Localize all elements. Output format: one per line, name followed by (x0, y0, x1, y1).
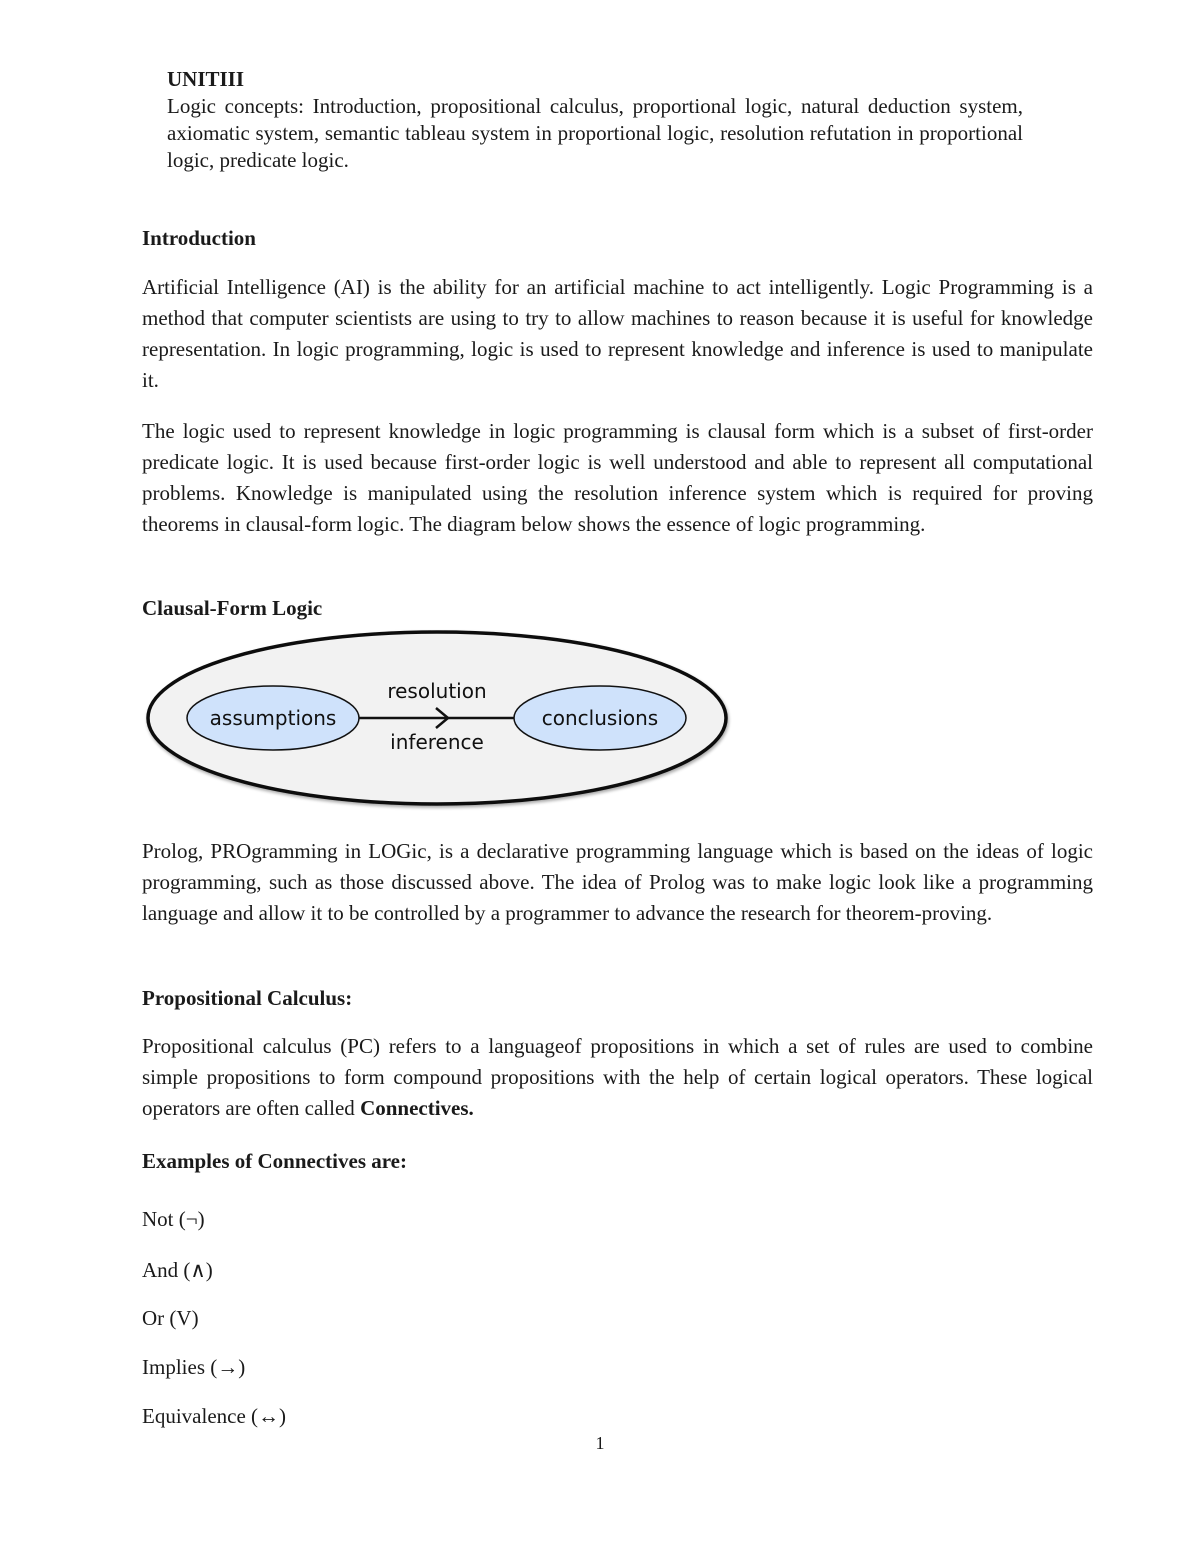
resolution-label: resolution (387, 679, 487, 703)
unit-title: UNITIII (167, 67, 245, 91)
connective-and: And (∧) (142, 1258, 213, 1282)
connectives-heading: Examples of Connectives are: (142, 1149, 407, 1173)
propositional-paragraph-text: Propositional calculus (PC) refers to a languageof propositions in which a set of rules are used to combine simple propositions to form compound propositions with the help of certain logical operators. These logical operators are often called (142, 1034, 1093, 1120)
connectives-term: Connectives. (360, 1096, 474, 1120)
connective-not: Not (¬) (142, 1207, 205, 1231)
page-number: 1 (595, 1433, 605, 1453)
inference-label: inference (390, 730, 484, 754)
prolog-paragraph: Prolog, PROgramming in LOGic, is a declarative programming language which is based on the ideas of logic programming, such as those discussed above. The idea of Prolog was to make logic look like a programming language and allow it to be controlled by a programmer to advance the research for theorem-proving. (142, 839, 1093, 925)
introduction-paragraph-1: Artificial Intelligence (AI) is the ability for an artificial machine to act intelligently. Logic Programming is a method that computer scientists are using to try to allow machines to reason because it is useful for knowledge representation. In logic programming, logic is used to represent knowledge and inference is used to manipulate it. (142, 275, 1093, 392)
propositional-calculus-heading: Propositional Calculus: (142, 986, 353, 1010)
connective-implies: Implies (→) (142, 1355, 246, 1379)
connective-equivalence: Equivalence (↔) (142, 1404, 287, 1428)
clausal-form-heading: Clausal-Form Logic (142, 596, 323, 620)
unit-header (167, 66, 1023, 174)
assumptions-label: assumptions (209, 706, 337, 730)
connective-or: Or (V) (142, 1306, 199, 1330)
unit-syllabus: Logic concepts: Introduction, propositional calculus, proportional logic, natural deduction system, axiomatic system, semantic tableau system in proportional logic, resolution refutation in proportional logic, predicate logic. (167, 94, 1023, 172)
propositional-calculus-paragraph (142, 1031, 1093, 1124)
conclusions-label: conclusions (541, 706, 659, 730)
introduction-paragraph-2: The logic used to represent knowledge in logic programming is clausal form which is a subset of first-order predicate logic. It is used because first-order logic is well understood and able to represent all computational problems. Knowledge is manipulated using the resolution inference system which is required for proving theorems in clausal-form logic. The diagram below shows the essence of logic programming. (142, 419, 1093, 536)
logic-programming-diagram (140, 625, 740, 815)
introduction-heading: Introduction (142, 226, 256, 250)
